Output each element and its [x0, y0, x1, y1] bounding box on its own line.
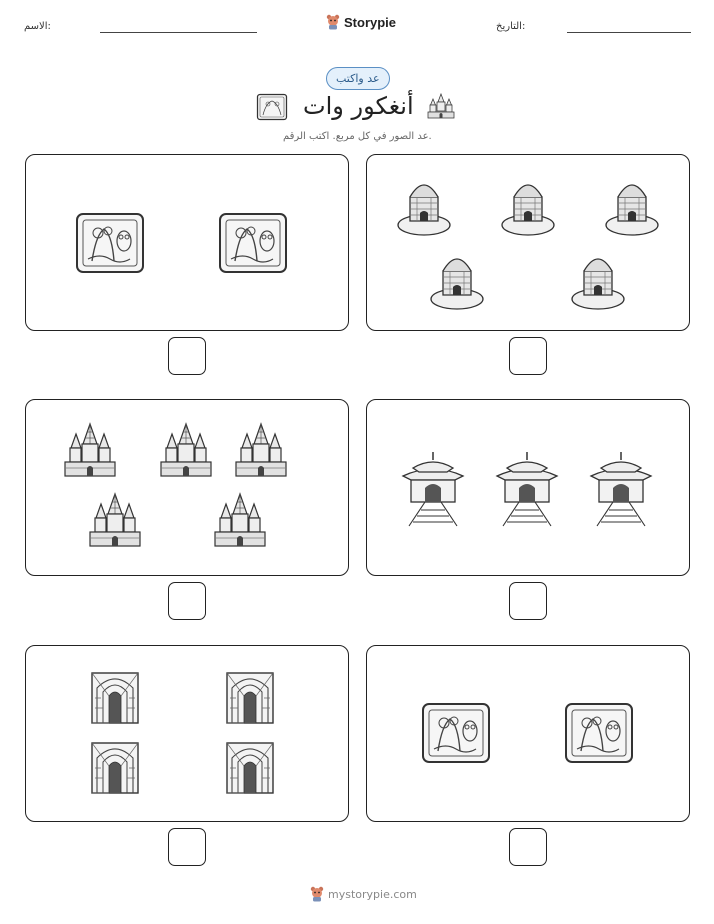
round-tower-icon: [431, 259, 483, 309]
angkor-temple-icon: [215, 494, 265, 546]
stone-carving-tile-icon: [77, 214, 143, 272]
counting-box-4: [25, 399, 349, 576]
answer-box-4[interactable]: [168, 582, 206, 620]
counting-box-2: [25, 154, 349, 331]
stone-corridor-icon: [227, 673, 273, 723]
name-line[interactable]: [100, 32, 257, 33]
counting-box-5: [366, 645, 690, 822]
answer-box-3[interactable]: [509, 582, 547, 620]
stone-carving-tile-icon: [566, 704, 632, 762]
angkor-temple-icon: [161, 424, 211, 476]
round-tower-icon: [502, 185, 554, 235]
footer-url: mystorypie.com: [328, 887, 417, 901]
brand: [326, 14, 396, 30]
stone-corridor-icon: [92, 673, 138, 723]
activity-badge: عد واكتب: [326, 67, 390, 90]
pagoda-gate-icon: [591, 452, 651, 526]
carving-tile-icon: [256, 93, 288, 121]
angkor-temple-icon: [236, 424, 286, 476]
round-tower-icon: [572, 259, 624, 309]
stone-corridor-icon: [92, 743, 138, 793]
round-tower-icon: [606, 185, 658, 235]
storypie-bear-icon: [326, 14, 340, 30]
temple-icon: [426, 92, 456, 120]
answer-box-2[interactable]: [168, 337, 206, 375]
pagoda-gate-icon: [497, 452, 557, 526]
angkor-temple-icon: [65, 424, 115, 476]
counting-box-3: [366, 399, 690, 576]
angkor-temple-icon: [90, 494, 140, 546]
answer-box-6[interactable]: [168, 828, 206, 866]
worksheet-title: أنغكور وات: [303, 92, 414, 120]
counting-box-1: [366, 154, 690, 331]
footer: [310, 886, 417, 902]
name-label: الاسم:: [24, 21, 51, 32]
answer-box-1[interactable]: [509, 337, 547, 375]
pagoda-gate-icon: [403, 452, 463, 526]
counting-box-6: [25, 645, 349, 822]
stone-corridor-icon: [227, 743, 273, 793]
round-tower-icon: [398, 185, 450, 235]
stone-carving-tile-icon: [423, 704, 489, 762]
instruction-text: عد الصور في كل مربع. اكتب الرقم.: [283, 131, 432, 142]
brand-name: Storypie: [344, 14, 397, 30]
answer-box-5[interactable]: [509, 828, 547, 866]
storypie-bear-icon: [310, 886, 324, 902]
stone-carving-tile-icon: [220, 214, 286, 272]
date-label: التاريخ:: [496, 21, 526, 32]
date-line[interactable]: [567, 32, 691, 33]
